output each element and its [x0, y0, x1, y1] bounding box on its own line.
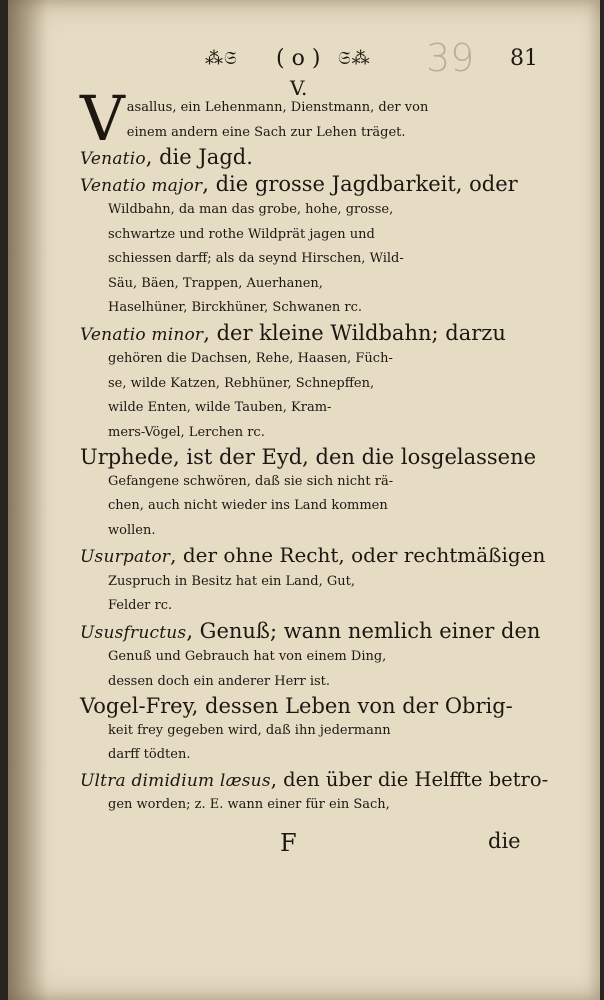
latin-term: Ususfructus	[80, 622, 187, 643]
latin-term: Usurpator	[80, 547, 171, 567]
catchword: die	[488, 829, 521, 853]
text-line: wollen.	[108, 522, 156, 538]
text-line: Gefangene schwören, daß sie sich nicht rä-	[108, 473, 394, 489]
text-line: Haselhüner, Birckhüner, Schwanen rc.	[108, 300, 363, 315]
glossary-text	[80, 82, 550, 818]
text-line: wilde Enten, wilde Tauben, Kram-	[108, 400, 332, 415]
text-line: einem andern eine Sach zur Lehen träget.	[126, 124, 406, 140]
latin-term: Ultra dimidium læsus	[80, 770, 271, 791]
text-line: Zuspruch in Besitz hat ein Land, Gut,	[108, 573, 356, 589]
text-line: mers-Vögel, Lerchen rc.	[108, 424, 265, 440]
latin-term: Venatio	[80, 149, 146, 169]
header-ornament-right: 𝔖⁂	[338, 48, 371, 69]
page-number: 81	[510, 46, 538, 71]
text-line: schiessen darff; als da seynd Hirschen, Wild-	[108, 251, 404, 266]
text-line: Genuß und Gebrauch hat von einem Ding,	[108, 649, 387, 664]
text-line: Usurpator, der ohne Recht, oder rechtmäßigen	[80, 543, 550, 570]
text-line: gen worden; z. E. wann einer für ein Sach,	[108, 797, 390, 812]
text-line: Felder rc.	[108, 598, 173, 613]
text-line: Wildbahn, da man das grobe, hohe, grosse,	[108, 202, 394, 217]
text-line: Vogel-Frey, dessen Leben von der Obrig-	[80, 694, 513, 718]
text-line: darff tödten.	[108, 747, 191, 762]
text-line: asallus, ein Lehenmann, Dienstmann, der von	[126, 100, 429, 115]
text-line: Säu, Bäen, Trappen, Auerhanen,	[108, 275, 323, 291]
text-line: Venatio minor, der kleine Wildbahn; darzu	[80, 321, 550, 348]
latin-term: Venatio minor	[80, 324, 204, 345]
drop-cap-v: V	[80, 82, 125, 155]
latin-term: Venatio major	[80, 175, 203, 196]
entry-vasallus	[80, 82, 550, 155]
page-header	[8, 36, 600, 80]
page-gutter-shadow	[8, 0, 48, 1000]
text-line: dessen doch ein anderer Herr ist.	[108, 673, 331, 689]
header-title: ( o )	[276, 46, 321, 71]
text-line: Venatio major, die grosse Jagdbarkeit, oder	[80, 172, 550, 199]
header-ornament-left: ⁂𝔖	[205, 48, 238, 69]
text-line: Urphede, ist der Eyd, den die losgelassene	[80, 445, 537, 469]
text-line: gehören die Dachsen, Rehe, Haasen, Füch-	[108, 351, 393, 366]
text-line: keit frey gegeben wird, daß ihn jedermann	[108, 722, 391, 738]
text-line: schwartze und rothe Wildprät jagen und	[108, 226, 375, 242]
signature-mark: F	[280, 829, 297, 857]
section-letter: V.	[290, 76, 308, 100]
text-line: Ultra dimidium læsus, den über die Helffte betro-	[80, 768, 550, 794]
handwritten-folio-number: 39	[426, 36, 475, 80]
text-line: Venatio, die Jagd.	[80, 145, 550, 172]
text-line: chen, auch nicht wieder ins Land kommen	[108, 498, 388, 513]
book-page	[8, 0, 600, 1000]
text-line: se, wilde Katzen, Rebhüner, Schnepffen,	[108, 375, 375, 391]
text-line: Ususfructus, Genuß; wann nemlich einer den	[80, 619, 550, 646]
